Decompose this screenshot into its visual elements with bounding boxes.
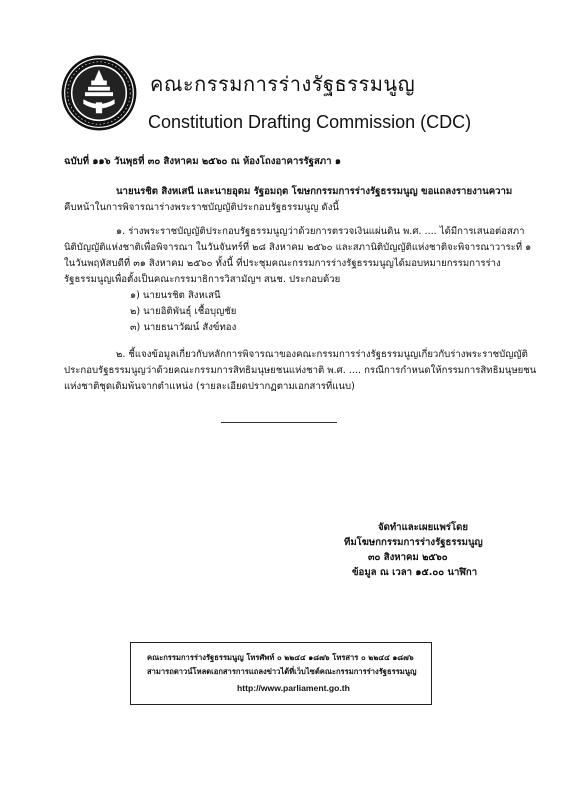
- footer-website-link[interactable]: http://www.parliament.go.th: [237, 683, 350, 693]
- contact-footer-box: [130, 642, 432, 705]
- commission-seal-emblem: [60, 54, 138, 132]
- member-list-item: ๒) นายอิติพันธุ์ เชื้อบุญชัย: [130, 306, 237, 317]
- footer-download-line: สามารถดาวน์โหลดเอกสารการแถลงข่าวได้ที่เว็บไซต์คณะกรรมการร่างรัฐธรรมนูญ: [147, 667, 417, 676]
- signature-line: ข้อมูล ณ เวลา ๑๕.๐๐ นาฬิกา: [352, 567, 478, 578]
- section-divider: [221, 422, 337, 423]
- item2-line: ประกอบรัฐธรรมนูญว่าด้วยคณะกรรมการสิทธิมนุษยชนแห่งชาติ พ.ศ. .... กรณีการกำหนดให้กรรมการสิทธิมนุษยชน: [64, 365, 537, 376]
- item2-line: ๒. ชี้แจงข้อมูลเกี่ยวกับหลักการพิจารณาของคณะกรรมการร่างรัฐธรรมนูญเกี่ยวกับร่างพระราชบัญญัติ: [116, 349, 528, 360]
- member-list-item: ๑) นายนรชิต สิงหเสนี: [130, 290, 221, 301]
- intro-line: คืบหน้าในการพิจารณาร่างพระราชบัญญัติประกอบรัฐธรรมนูญ ดังนี้: [64, 202, 339, 213]
- item1-line: รัฐธรรมนูญเพื่อตั้งเป็นคณะกรรมาธิการวิสามัญฯ สนช. ประกอบด้วย: [64, 274, 341, 285]
- footer-contact-line: คณะกรรมการร่างรัฐธรรมนูญ โทรศัพท์ ๐ ๒๒๔๔ ๑๘๗๖ โทรสาร ๐ ๒๒๔๔ ๑๘๗๖: [147, 653, 414, 662]
- item1-line: ๑. ร่างพระราชบัญญัติประกอบรัฐธรรมนูญว่าด้วยการตรวจเงินแผ่นดิน พ.ศ. .... ได้มีการเสนอต่อสภา: [116, 226, 525, 237]
- item2-line: แห่งชาติชุดเดิมพ้นจากตำแหน่ง (รายละเอียดปรากฏตามเอกสารที่แนบ): [64, 381, 355, 392]
- signature-line: จัดทำและเผยแพร่โดย: [378, 522, 468, 533]
- organization-name-english: Constitution Drafting Commission (CDC): [148, 112, 472, 132]
- organization-name-thai: คณะกรรมการร่างรัฐธรรมนูญ: [150, 72, 416, 96]
- intro-line: นายนรชิต สิงหเสนี และนายอุดม รัฐอมฤต โฆษกกรรมการร่างรัฐธรรมนูญ ขอแถลงรายงานความ: [116, 186, 513, 197]
- signature-line: ๓๐ สิงหาคม ๒๕๖๐: [368, 552, 448, 563]
- member-list-item: ๓) นายธนาวัฒน์ สังข์ทอง: [130, 322, 237, 333]
- signature-line: ทีมโฆษกกรรมการร่างรัฐธรรมนูญ: [344, 537, 483, 548]
- bulletin-title: ฉบับที่ ๑๑๖ วันพุธที่ ๓๐ สิงหาคม ๒๕๖๐ ณ ห้องโถงอาคารรัฐสภา ๑: [64, 156, 341, 167]
- item1-line: ในวันพฤหัสบดีที่ ๓๑ สิงหาคม ๒๕๖๐ ทั้งนี้ ที่ประชุมคณะกรรมการร่างรัฐธรรมนูญได้มอบหมายกรรมการร่าง: [64, 258, 501, 269]
- item1-line: นิติบัญญัติแห่งชาติเพื่อพิจารณา ในวันจันทร์ที่ ๒๘ สิงหาคม ๒๕๖๐ และสภานิติบัญญัติแห่งชาติจะพิจารณาวาระที่ ๑: [64, 242, 532, 253]
